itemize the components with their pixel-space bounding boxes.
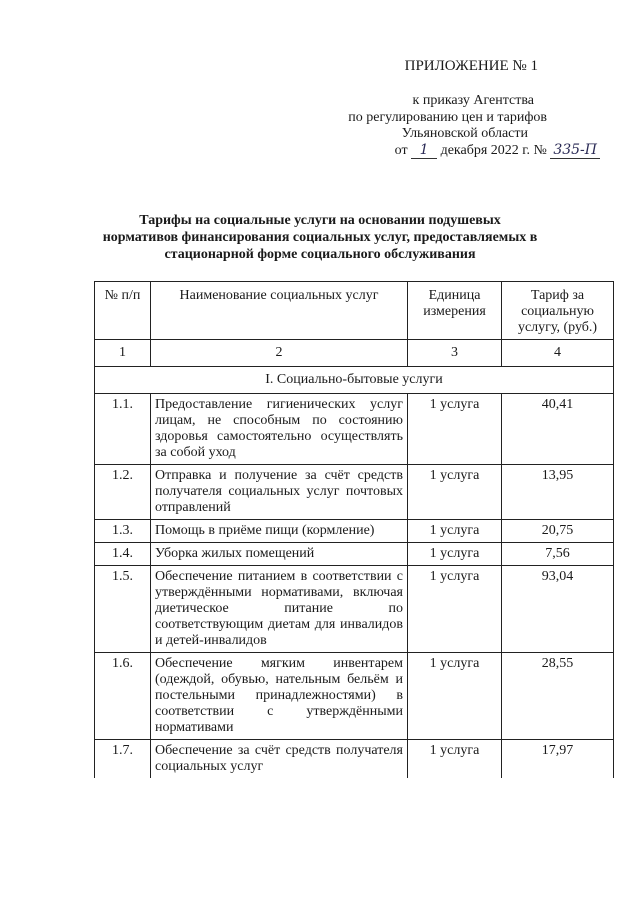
table-row [95, 653, 614, 740]
header-name: Наименование социальных услуг [151, 282, 408, 340]
appendix-title: ПРИЛОЖЕНИЕ № 1 [404, 58, 538, 74]
row-name: Обеспечение мягким инвентарем (одеждой, обувью, нательным бельём и постельными принадлежностями) в соответствии с утверждёнными нормативами [151, 653, 408, 740]
appendix-order-ref: к приказу Агентства [412, 93, 534, 108]
header-tariff: Тариф за социальную услугу, (руб.) [502, 282, 614, 340]
row-unit: 1 услуга [408, 740, 502, 779]
row-name: Обеспечение за счёт средств получателя социальных услуг [151, 740, 408, 779]
document-title: Тарифы на социальные услуги на основании подушевых нормативов финансирования социальных услуг, предоставляемых в стационарной форме социального обслуживания [102, 213, 538, 262]
table-row [95, 465, 614, 520]
row-tariff: 20,75 [502, 520, 614, 543]
table-row [95, 566, 614, 653]
row-unit: 1 услуга [408, 566, 502, 653]
section-title: I. Социально-бытовые услуги [95, 367, 614, 394]
column-index-row [95, 340, 614, 367]
row-tariff: 93,04 [502, 566, 614, 653]
row-unit: 1 услуга [408, 653, 502, 740]
table-row [95, 520, 614, 543]
row-num: 1.6. [95, 653, 151, 740]
row-name: Помощь в приёме пищи (кормление) [151, 520, 408, 543]
row-tariff: 13,95 [502, 465, 614, 520]
table-row [95, 543, 614, 566]
table-row [95, 394, 614, 465]
row-tariff: 28,55 [502, 653, 614, 740]
header-num: № п/п [95, 282, 151, 340]
index-cell: 3 [408, 340, 502, 367]
row-num: 1.2. [95, 465, 151, 520]
tariff-table [94, 281, 614, 778]
row-num: 1.4. [95, 543, 151, 566]
date-prefix: от [394, 143, 408, 158]
row-num: 1.7. [95, 740, 151, 779]
row-name: Обеспечение питанием в соответствии с утверждёнными нормативами, включая диетическое питание по соответствующим диетам для инвалидов и детей-инвалидов [151, 566, 408, 653]
index-cell: 4 [502, 340, 614, 367]
row-unit: 1 услуга [408, 465, 502, 520]
date-day-handwritten: 1 [411, 143, 437, 159]
row-unit: 1 услуга [408, 394, 502, 465]
index-cell: 2 [151, 340, 408, 367]
appendix-region: Ульяновской области [401, 126, 528, 141]
row-tariff: 40,41 [502, 394, 614, 465]
row-name: Предоставление гигиенических услуг лицам, не способным по состоянию здоровья самостоятельно осуществлять за собой уход [151, 394, 408, 465]
row-name: Уборка жилых помещений [151, 543, 408, 566]
header-unit: Единица измерения [408, 282, 502, 340]
row-unit: 1 услуга [408, 520, 502, 543]
order-number-handwritten: 335-П [550, 143, 600, 159]
row-num: 1.1. [95, 394, 151, 465]
row-tariff: 17,97 [502, 740, 614, 779]
row-name: Отправка и получение за счёт средств получателя социальных услуг почтовых отправлений [151, 465, 408, 520]
table-header-row [95, 282, 614, 340]
appendix-agency: по регулированию цен и тарифов [348, 110, 547, 125]
section-row [95, 367, 614, 394]
row-tariff: 7,56 [502, 543, 614, 566]
index-cell: 1 [95, 340, 151, 367]
date-rest: декабря 2022 г. № [440, 143, 547, 158]
row-unit: 1 услуга [408, 543, 502, 566]
row-num: 1.5. [95, 566, 151, 653]
table-row [95, 740, 614, 779]
appendix-date-line [0, 143, 600, 159]
row-num: 1.3. [95, 520, 151, 543]
